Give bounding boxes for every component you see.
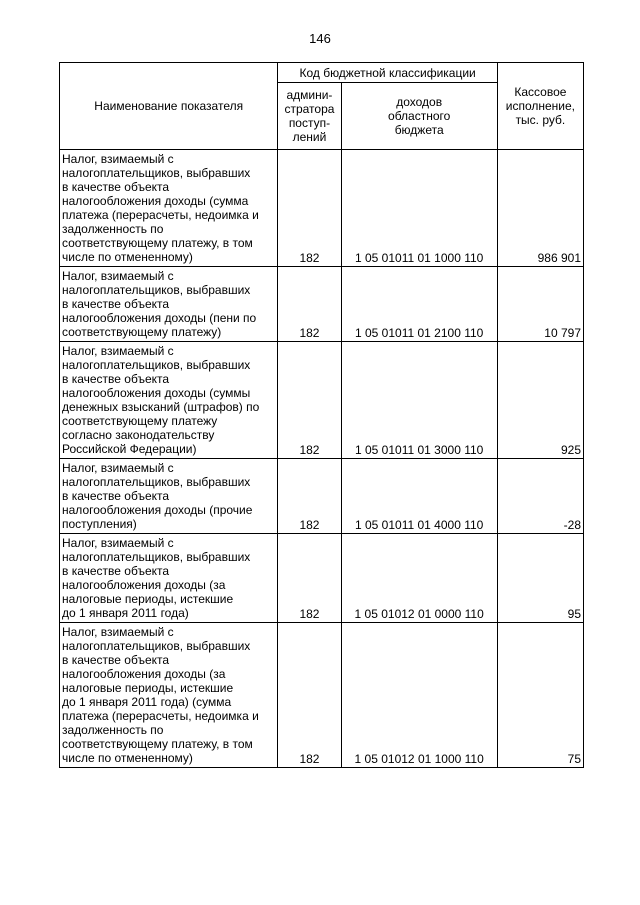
indicator-name [60, 267, 278, 342]
income-code: 1 05 01012 01 1000 110 [341, 623, 497, 768]
indicator-name-line: налогообложения доходы (сумма [62, 194, 249, 208]
admin-code: 182 [278, 459, 341, 534]
indicator-name-line: налогообложения доходы (суммы [62, 386, 251, 400]
indicator-name-line: налоговые периоды, истекшие [62, 592, 234, 606]
indicator-name-line: задолженность по [62, 222, 164, 236]
income-code: 1 05 01012 01 0000 110 [341, 534, 497, 623]
indicator-name [60, 342, 278, 459]
indicator-name-line: налогоплательщиков, выбравших [62, 358, 251, 372]
header-exec-line: тыс. руб. [515, 113, 566, 127]
table-row [60, 534, 584, 623]
indicator-name-line: денежных взысканий (штрафов) по [62, 400, 260, 414]
header-income-line: доходов [396, 95, 443, 109]
indicator-name-line: соответствующему платежу) [62, 325, 222, 339]
header-income [341, 83, 497, 150]
indicator-name-line: налогообложения доходы (за [62, 578, 226, 592]
indicator-name-line: налогообложения доходы (за [62, 667, 226, 681]
indicator-name-line: Налог, взимаемый с [62, 269, 174, 283]
indicator-name [60, 150, 278, 267]
admin-code: 182 [278, 534, 341, 623]
admin-code: 182 [278, 623, 341, 768]
header-exec [497, 63, 583, 150]
indicator-name-line: платежа (перерасчеты, недоимка и [62, 709, 259, 723]
indicator-name-line: в качестве объекта [62, 489, 170, 503]
header-admin-line: стратора [284, 102, 335, 116]
indicator-name-line: налогоплательщиков, выбравших [62, 475, 251, 489]
indicator-name-line: в качестве объекта [62, 564, 170, 578]
indicator-name [60, 623, 278, 768]
header-name: Наименование показателя [60, 63, 278, 150]
income-code: 1 05 01011 01 4000 110 [341, 459, 497, 534]
indicator-name-line: Налог, взимаемый с [62, 152, 174, 166]
page-number: 146 [309, 31, 331, 46]
table-row [60, 150, 584, 267]
header-income-line: областного [388, 109, 451, 123]
income-code: 1 05 01011 01 2100 110 [341, 267, 497, 342]
execution-amount: 10 797 [497, 267, 583, 342]
indicator-name-line: поступления) [62, 517, 137, 531]
header-exec-line: исполнение, [505, 99, 576, 113]
indicator-name-line: налогоплательщиков, выбравших [62, 166, 251, 180]
indicator-name-line: в качестве объекта [62, 180, 170, 194]
indicator-name-line: налогообложения доходы (прочие [62, 503, 253, 517]
indicator-name-line: Налог, взимаемый с [62, 625, 174, 639]
budget-table [59, 62, 584, 768]
indicator-name-line: платежа (перерасчеты, недоимка и [62, 208, 259, 222]
header-exec-line: Кассовое [514, 85, 567, 99]
indicator-name-line: в качестве объекта [62, 372, 170, 386]
execution-amount: 95 [497, 534, 583, 623]
income-code: 1 05 01011 01 3000 110 [341, 342, 497, 459]
execution-amount: -28 [497, 459, 583, 534]
indicator-name-line: в качестве объекта [62, 653, 170, 667]
indicator-name-line: в качестве объекта [62, 297, 170, 311]
execution-amount: 75 [497, 623, 583, 768]
indicator-name-line: Российской Федерации) [62, 442, 197, 456]
table-row [60, 623, 584, 768]
header-income-line: бюджета [394, 123, 444, 137]
header-admin-line: лений [292, 130, 327, 144]
indicator-name-line: до 1 января 2011 года) (сумма [62, 695, 232, 709]
indicator-name-line: Налог, взимаемый с [62, 461, 174, 475]
indicator-name-line: налоговые периоды, истекшие [62, 681, 234, 695]
indicator-name-line: числе по отмененному) [62, 250, 193, 264]
header-kbk-group: Код бюджетной классификации [278, 63, 497, 83]
admin-code: 182 [278, 150, 341, 267]
admin-code: 182 [278, 267, 341, 342]
admin-code: 182 [278, 342, 341, 459]
indicator-name-line: до 1 января 2011 года) [62, 606, 189, 620]
indicator-name-line: налогоплательщиков, выбравших [62, 550, 251, 564]
indicator-name-line: налогоплательщиков, выбравших [62, 639, 251, 653]
indicator-name-line: соответствующему платежу [62, 414, 218, 428]
indicator-name-line: Налог, взимаемый с [62, 344, 174, 358]
table-row [60, 342, 584, 459]
indicator-name [60, 459, 278, 534]
indicator-name-line: согласно законодательству [62, 428, 215, 442]
execution-amount: 986 901 [497, 150, 583, 267]
table-header [60, 63, 584, 150]
header-admin-line: поступ- [288, 116, 331, 130]
indicator-name-line: числе по отмененному) [62, 751, 193, 765]
indicator-name-line: налогообложения доходы (пени по [62, 311, 257, 325]
table-row [60, 267, 584, 342]
table-row [60, 459, 584, 534]
indicator-name-line: соответствующему платежу, в том [62, 737, 253, 751]
indicator-name [60, 534, 278, 623]
indicator-name-line: соответствующему платежу, в том [62, 236, 253, 250]
indicator-name-line: Налог, взимаемый с [62, 536, 174, 550]
table-body [60, 150, 584, 768]
income-code: 1 05 01011 01 1000 110 [341, 150, 497, 267]
header-admin-line: админи- [286, 88, 333, 102]
indicator-name-line: задолженность по [62, 723, 164, 737]
header-admin [278, 83, 341, 150]
execution-amount: 925 [497, 342, 583, 459]
indicator-name-line: налогоплательщиков, выбравших [62, 283, 251, 297]
